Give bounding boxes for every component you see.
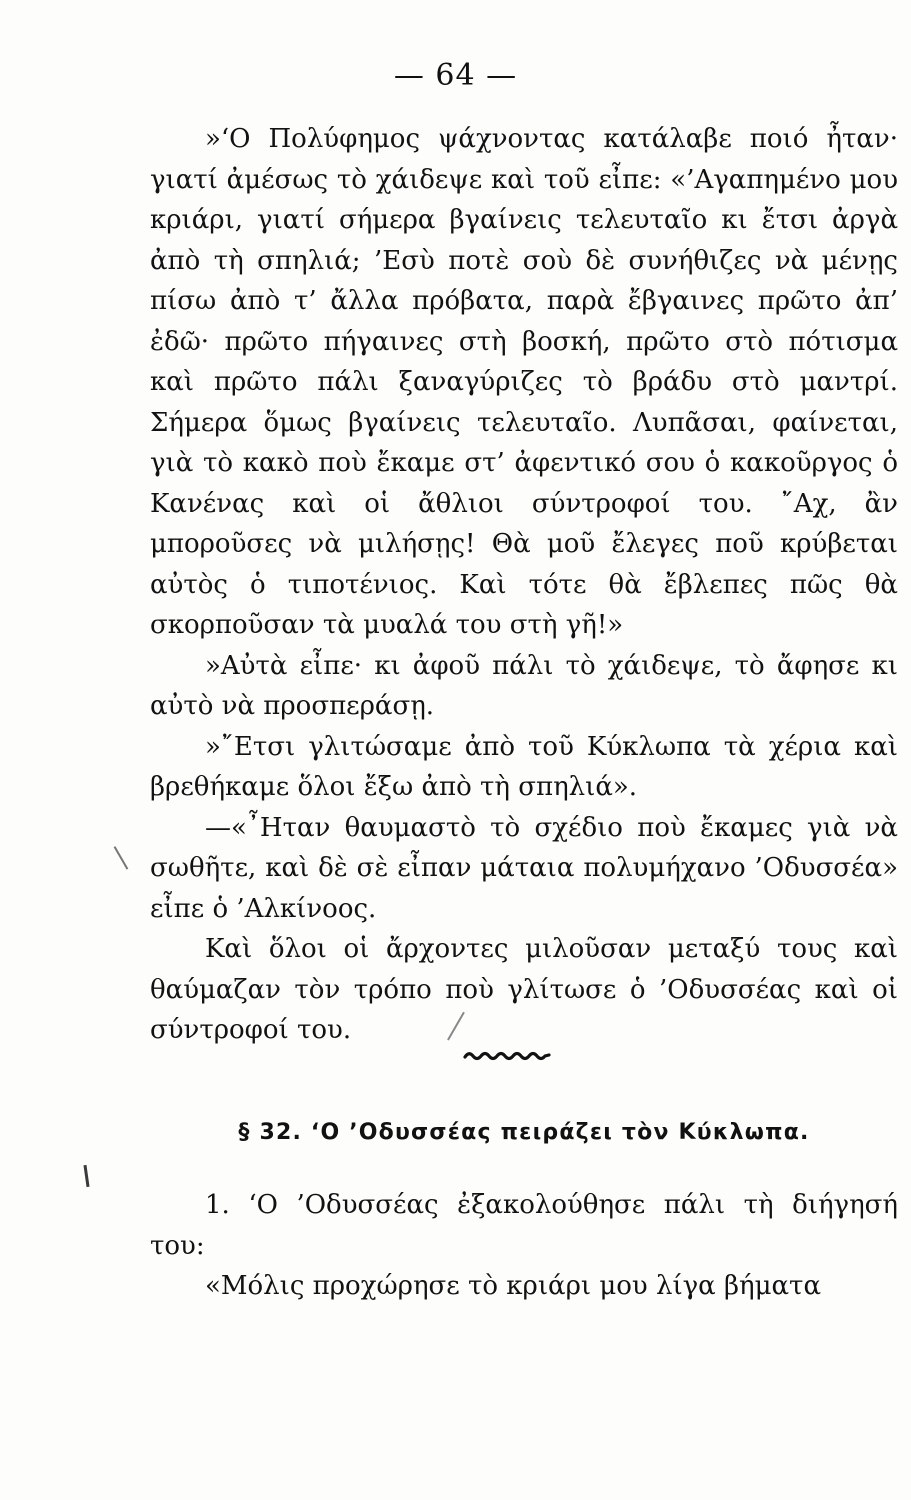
paragraph-nobles: Καὶ ὅλοι οἱ ἄρχοντες μιλοῦσαν μεταξύ τους καὶ θαύμαζαν τὸν τρόπο ποὺ γλίτωσε ὁ ’Οδυσσέας καὶ οἱ σύντροφοί του. xyxy=(150,934,898,1045)
stray-pencil-mark xyxy=(83,1165,89,1187)
page-number: — 64 — xyxy=(393,58,518,93)
main-text-top xyxy=(150,119,898,1051)
paragraph-polyphemus-speech: »‘Ο Πολύφημος ψάχνοντας κατάλαβε ποιό ἦταν· γιατί ἀμέσως τὸ χάιδεψε καὶ τοῦ εἶπε: «’Αγαπημένο μου κριάρι, γιατί σήμερα βγαίνεις τελευταῖο κι ἔτσι ἀργὰ ἀπὸ τὴ σπηλιά; ’Εσὺ ποτὲ σοὺ δὲ συνήθιζες νὰ μένῃς πίσω ἀπὸ τ’ ἄλλα πρόβατα, παρὰ ἔβγαινες πρῶτο ἀπ’ ἐδῶ· πρῶτο πήγαινες στὴ βοσκή, πρῶτο στὸ πότισμα καὶ πρῶτο πάλι ξαναγύριζες τὸ βράδυ στὸ μαντρί. Σήμερα ὅμως βγαίνεις τελευταῖο. Λυπᾶσαι, φαίνεται, γιὰ τὸ κακὸ ποὺ ἔκαμε στ’ ἀφεντικό σου ὁ κακοῦργος ὁ Κανένας καὶ οἱ ἄθλιοι σύντροφοί του. ῎Αχ, ἂν μποροῦσες νὰ μιλήσῃς! Θὰ μοῦ ἔλεγες ποῦ κρύβεται αὐτὸς ὁ τιποτένιος. Καὶ τότε θὰ ἔβλεπες πῶς θὰ σκορποῦσαν τὰ μυαλά του στὴ γῆ!» xyxy=(150,124,898,640)
section-heading: § 32. ‘Ο ’Οδυσσέας πειράζει τὸν Κύκλωπα. xyxy=(238,1120,810,1145)
paragraph-alkinoos: —«῏Ηταν θαυμαστὸ τὸ σχέδιο ποὺ ἔκαμες γιὰ νὰ σωθῆτε, καὶ δὲ σὲ εἶπαν μάταια πολυμήχανο ’Οδυσσέα» εἶπε ὁ ’Αλκίνοος. xyxy=(150,812,898,924)
wavy-divider-ornament xyxy=(463,1048,551,1062)
paragraph-quote-start: «Μόλις προχώρησε τὸ κριάρι μου λίγα βήματα xyxy=(205,1271,822,1301)
paragraph-escape: »῎Ετσι γλιτώσαμε ἀπὸ τοῦ Κύκλωπα τὰ χέρια καὶ βρεθήκαμε ὅλοι ἔξω ἀπὸ τὴ σπηλιά». xyxy=(150,731,898,802)
stray-pencil-mark xyxy=(114,846,128,869)
main-text-bottom xyxy=(150,1185,898,1307)
paragraph-continued-narration: 1. ‘Ο ’Οδυσσέας ἐξακολούθησε πάλι τὴ διήγησή του: xyxy=(150,1190,898,1261)
paragraph-he-said: »Αὐτὰ εἶπε· κι ἀφοῦ πάλι τὸ χάιδεψε, τὸ ἄφησε κι αὐτὸ νὰ προσπεράσῃ. xyxy=(150,650,898,721)
